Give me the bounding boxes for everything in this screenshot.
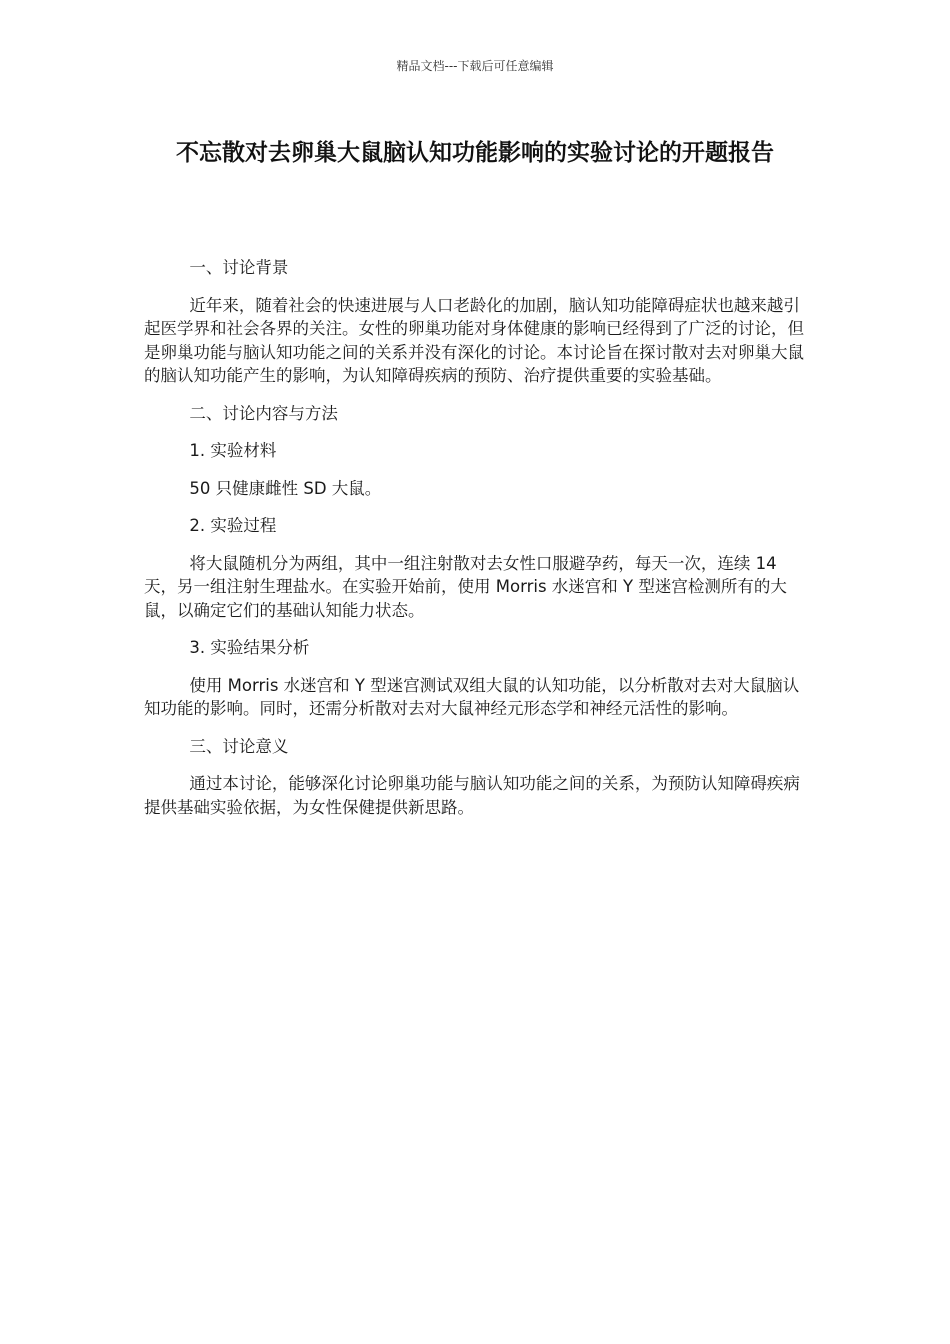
document-body (144, 256, 808, 833)
section-heading-significance: 三、讨论意义 (189, 736, 289, 756)
paragraph-significance: 通过本讨论，能够深化讨论卵巢功能与脑认知功能之间的关系，为预防认知障碍疾病提供基础实验依据，为女性保健提供新思路。 (144, 774, 800, 817)
paragraph-background: 近年来，随着社会的快速进展与人口老龄化的加剧，脑认知功能障碍症状也越来越引起医学界和社会各界的关注。女性的卵巢功能对身体健康的影响已经得到了广泛的讨论，但是卵巢功能与脑认知功能之间的关系并没有深化的讨论。本讨论旨在探讨散对去对卵巢大鼠的脑认知功能产生的影响，为认知障碍疾病的预防、治疗提供重要的实验基础。 (144, 295, 804, 385)
document-title: 不忘散对去卵巢大鼠脑认知功能影响的实验讨论的开题报告 (176, 140, 774, 166)
section-heading-background: 一、讨论背景 (189, 258, 289, 277)
paragraph-process: 将大鼠随机分为两组，其中一组注射散对去女性口服避孕药，每天一次，连续 14 天，另一组注射生理盐水。在实验开始前，使用 Morris 水迷宫和 Y 型迷宫检测所有的大鼠，以确定它们的基础认知能力状态。 (144, 553, 787, 620)
subheading-process: 2. 实验过程 (189, 516, 277, 535)
paragraph-materials: 50 只健康雌性 SD 大鼠。 (189, 478, 382, 498)
section-heading-methods: 二、讨论内容与方法 (189, 403, 338, 423)
subheading-materials: 1. 实验材料 (189, 441, 277, 460)
header-note: 精品文档---下载后可任意编辑 (396, 59, 554, 73)
paragraph-analysis: 使用 Morris 水迷宫和 Y 型迷宫测试双组大鼠的认知功能，以分析散对去对大鼠脑认知功能的影响。同时，还需分析散对去对大鼠神经元形态学和神经元活性的影响。 (144, 675, 800, 718)
subheading-analysis: 3. 实验结果分析 (189, 638, 310, 657)
